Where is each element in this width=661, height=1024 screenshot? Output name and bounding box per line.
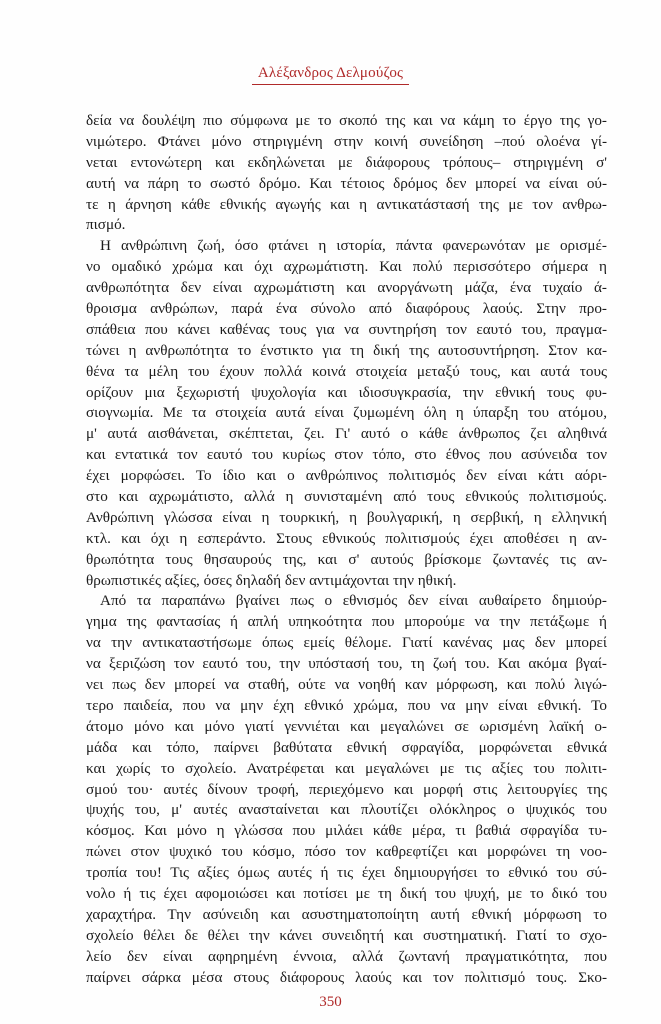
body-text (86, 111, 607, 988)
text-line: ανθρωπότητα δεν είναι αχρωμάτιστη και ανοργάνωτη μάζα, ένα τυχαίο ά- (86, 279, 607, 297)
text-line: τερο παιδεία, που να μην έχη εθνικό χρώμα, που να μην είναι εθνική. Το (86, 696, 607, 714)
text-line: νολο ή τις έχει αφομοιώσει και ποτίσει με τη δική του ψυχή, με το δικό του (86, 884, 607, 902)
text-line: πώνει στον ψυχικό του κόσμο, πόσο τον καθρεφτίζει και μορφώνει τη νοο- (86, 843, 607, 861)
text-line: δεία να δουλέψη πιο σύμφωνα με το σκοπό της και να κάμη το έργο της γο- (86, 112, 607, 129)
text-line: Ανθρώπινη γλώσσα είναι η τουρκική, η βουλγαρική, η σερβική, η ελληνική (86, 508, 607, 526)
text-line: θρωπότητα τους θησαυρούς της, και σ' αυτούς βρίσκομε ζωντανές τις αν- (86, 550, 607, 568)
text-line: κτλ. και όχι η εσπεράντο. Στους εθνικούς πολιτισμούς έχει αποθέσει η αν- (86, 529, 607, 547)
text-line: νιμώτερο. Φτάνει μόνο στηριγμένη στην κοινή συνείδηση –πού ολοένα γί- (86, 132, 607, 150)
running-header (0, 62, 661, 85)
text-line: να την αντικαταστήσωμε όπως εμείς θέλομε. Γιατί κανένας μας δεν μπορεί (86, 634, 607, 652)
text-line: σπάθεια που κάνει καθένας τους για να συντηρήση τον εαυτό του, πραγμα- (86, 320, 607, 338)
text-line: τώνει η ανθρωπότητα το ένστικτο για τη δική της αυτοσυντήρηση. Στον κα- (86, 341, 607, 359)
text-line: μάδα και τόπο, παίρνει βαθύτατα εθνική σφραγίδα, μορφώνεται εθνικά (86, 738, 607, 756)
text-line: πισμό. (86, 216, 126, 234)
text-line: νο ομαδικό χρώμα και όχι αχρωμάτιστη. Και πολύ περισσότερο σήμερα η (86, 258, 607, 276)
text-line: ορίζουν μια ξεχωριστή ψυχολογία και ιδιοσυγκρασία, την εθνική τους φυ- (86, 383, 607, 401)
text-line: και εντατικά τον εαυτό του κυρίως στον τόπο, στο έθνος που ασύνειδα τον (86, 446, 607, 464)
text-line: άτομο μόνο και μόνο γιατί γεννιέται και μεγαλώνει σε ωρισμένη λαϊκή ο- (86, 717, 607, 735)
page-number: 350 (319, 994, 342, 1010)
header-author-name: Αλέξανδρος Δελμούζος (252, 65, 409, 85)
text-line: να ξεριζώση τον εαυτό του, την υπόστασή του, τη ζωή του. Και ακόμα βγαί- (86, 655, 607, 673)
text-line: σχολείο θέλει δε θέλει την κάνει συνειδητή και συστηματική. Γιατί το σχο- (86, 926, 607, 944)
text-line: ψυχής του, μ' αυτές ανασταίνεται και πλουτίζει ολόκληρος ο ψυχικός του (86, 801, 607, 819)
text-line: σμού του· αυτές δίνουν τροφή, περιεχόμενο και μορφή στις λειτουργίες της (86, 780, 607, 798)
text-line: στο και αχρωμάτιστο, αλλά η συνισταμένη από τους εθνικούς πολιτισμούς. (86, 488, 607, 506)
text-line: και χωρίς το σχολείο. Ανατρέφεται και μεγαλώνει με τις αξίες του πολιτι- (86, 759, 607, 777)
text-line: παίρνει σάρκα μέσα στους διάφορους λαούς και τον πολιτισμό τους. Σκο- (86, 968, 607, 986)
text-line: τροπία του! Τις αξίες όμως αυτές ή τις έχει δημιουργήσει το εθνικό του σύ- (86, 864, 607, 882)
text-line: λείο δεν είναι αφηρημένη έννοια, αλλά ζωντανή πραγματικότητα, που (86, 947, 607, 965)
text-line: μ' αυτά αισθάνεται, σκέπτεται, ζει. Γι' αυτό ο κάθε άνθρωπος ζει αληθινά (86, 425, 607, 443)
text-line: τε η άρνηση κάθε εθνικής αγωγής και η αντικατάστασή της με τον ανθρω- (86, 195, 607, 213)
text-line: θένα τα μέλη του έχουν πολλά κοινά στοιχεία μεταξύ τους, και αυτά τους (86, 362, 607, 380)
text-line: κόσμος. Και μόνο η γλώσσα που μιλάει κάθε μέρα, τι βαθιά σφραγίδα τυ- (86, 822, 607, 840)
text-line: γημα της φαντασίας ή απλή υπηκοότητα που μπορούμε να την πετάξωμε ή (86, 613, 607, 631)
text-line: Η ανθρώπινη ζωή, όσο φτάνει η ιστορία, πάντα φανερωνόταν με ορισμέ- (100, 237, 607, 255)
text-line: αυτή να πάρη το σωστό δρόμο. Και τέτοιος δρόμος δεν μπορεί να είναι ού- (86, 174, 607, 192)
text-line: Από τα παραπάνω βγαίνει πως ο εθνισμός δεν είναι αυθαίρετο δημιούρ- (100, 592, 607, 610)
text-line: θροισμα ανθρώπων, παρά ένα σύνολο από διαφόρους λαούς. Στην προ- (86, 300, 607, 318)
text-line: σιογνωμία. Με τα στοιχεία αυτά είναι ζυμωμένη όλη η ύπαρξη του ατόμου, (86, 404, 607, 422)
text-line: θρωπιστικές αξίες, όσες δηλαδή δεν αντιμάχονται την ηθική. (86, 571, 457, 589)
text-line: έχει μορφώσει. Το ίδιο και ο ανθρώπινος πολιτισμός δεν είναι κάτι αόρι- (86, 467, 607, 485)
text-line: νεται εντονώτερη και εκδηλώνεται με διάφορους τρόπους– στηριγμένη σ' (86, 153, 607, 171)
text-line: νει πως δεν μπορεί να σταθή, ούτε να νοηθή καν μόρφωση, και πολύ λιγώ- (86, 676, 607, 694)
text-line: χαραχτήρα. Την ασύνειδη και ασυστηματοποίητη αυτή εθνική μόρφωση το (86, 905, 607, 923)
